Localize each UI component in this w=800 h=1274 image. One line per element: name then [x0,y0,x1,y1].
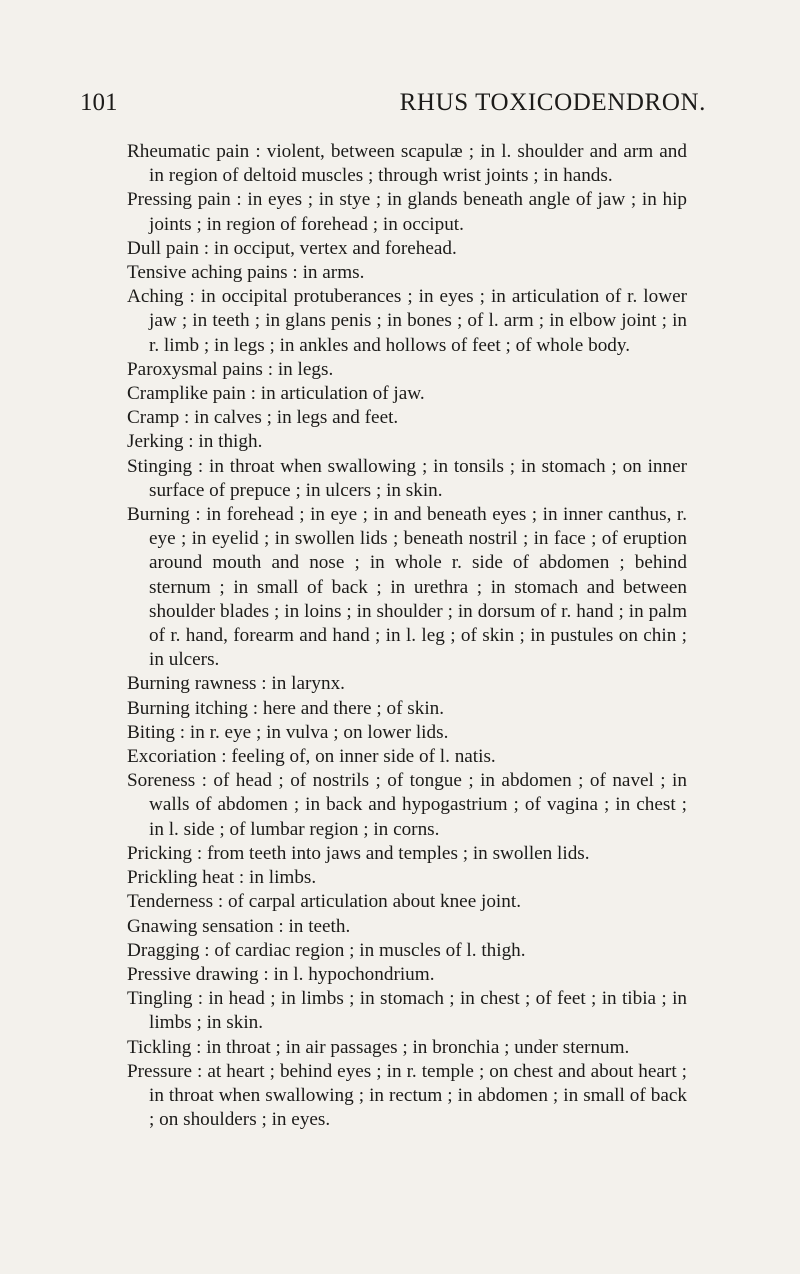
symptom-entry: Pressing pain : in eyes ; in stye ; in glands beneath angle of jaw ; in hip joints ; in region of forehead ; in occiput. [127,189,687,235]
symptom-entry: Paroxysmal pains : in legs. [127,358,334,380]
symptom-entry: Aching : in occipital protuberances ; in eyes ; in articulation of r. lower jaw ; in teeth ; in glans penis ; in bones ; of l. arm ; in elbow joint ; in r. limb ; in legs ; in ankles and hollows of feet ; of whole body. [127,286,687,356]
symptom-entry: Stinging : in throat when swallowing ; in tonsils ; in stomach ; on inner surface of prepuce ; in ulcers ; in skin. [127,455,687,501]
symptom-entry: Cramp : in calves ; in legs and feet. [127,407,399,429]
symptom-entry: Pricking : from teeth into jaws and temples ; in swollen lids. [127,842,590,864]
symptom-entry: Jerking : in thigh. [127,431,263,453]
symptom-entry: Pressive drawing : in l. hypochondrium. [127,963,435,985]
symptom-entry: Pressure : at heart ; behind eyes ; in r. temple ; on chest and about heart ; in throat when swallowing ; in rectum ; in abdomen ; in small of back ; on shoulders ; in eyes. [127,1060,687,1131]
symptom-entry: Gnawing sensation : in teeth. [127,915,351,937]
page-number: 101 [80,89,118,116]
symptom-entry: Tenderness : of carpal articulation about knee joint. [127,891,521,913]
symptom-entry: Excoriation : feeling of, on inner side of l. natis. [127,746,496,768]
page-header [80,88,706,124]
symptom-entry: Dull pain : in occiput, vertex and forehead. [127,237,457,259]
symptom-entry: Burning : in forehead ; in eye ; in and beneath eyes ; in inner canthus, r. eye ; in eyelid ; in swollen lids ; beneath nostril ; in face ; of eruption around mouth and nose ; in whole r. side of abdomen ; behind sternum ; in small of back ; in urethra ; in stomach and between shoulder blades ; in loins ; in shoulder ; in dorsum of r. hand ; in palm of r. hand, forearm and hand ; in l. leg ; of skin ; in pustules on chin ; in ulcers. [127,504,687,671]
symptom-entry: Tingling : in head ; in limbs ; in stomach ; in chest ; of feet ; in tibia ; in limbs ; in skin. [127,988,687,1034]
symptom-entry: Prickling heat : in limbs. [127,867,317,889]
symptom-entry: Biting : in r. eye ; in vulva ; on lower lids. [127,721,449,743]
symptom-entry: Soreness : of head ; of nostrils ; of tongue ; in abdomen ; of navel ; in walls of abdomen ; in back and hypogastrium ; of vagina ; in chest ; in l. side ; of lumbar region ; in corns. [127,770,687,840]
symptom-entry: Burning itching : here and there ; of skin. [127,697,445,719]
symptom-entry: Burning rawness : in larynx. [127,673,345,695]
symptom-entry: Dragging : of cardiac region ; in muscles of l. thigh. [127,939,526,961]
symptom-list [127,140,687,1132]
symptom-entry: Tensive aching pains : in arms. [127,262,365,284]
symptom-entry: Cramplike pain : in articulation of jaw. [127,383,425,405]
running-title: RHUS TOXICODENDRON. [399,89,706,116]
symptom-entry: Rheumatic pain : violent, between scapulæ ; in l. shoulder and arm and in region of deltoid muscles ; through wrist joints ; in hands. [127,141,687,187]
symptom-entry: Tickling : in throat ; in air passages ; in bronchia ; under sternum. [127,1036,630,1058]
